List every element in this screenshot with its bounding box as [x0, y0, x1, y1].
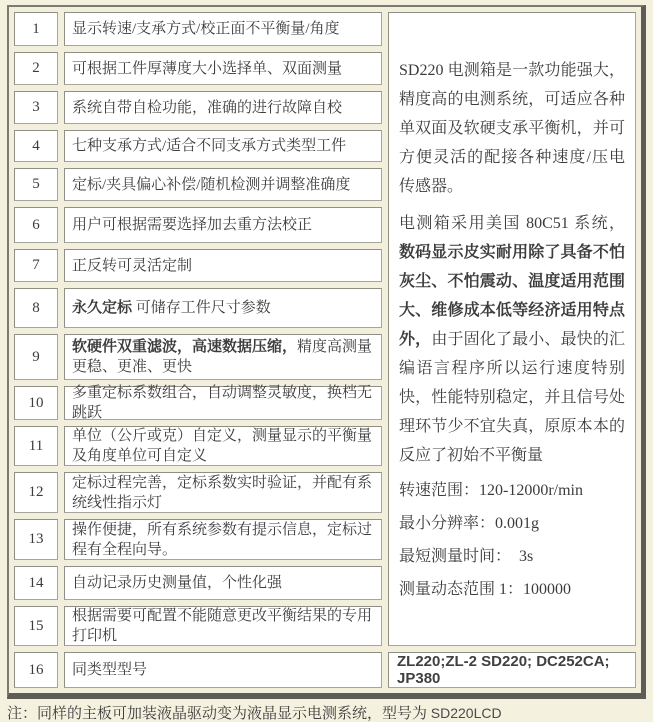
row-number: 13: [14, 519, 58, 560]
spec-min-time: 最短测量时间： 3s: [399, 548, 534, 565]
row-number: 5: [14, 168, 58, 201]
feature-row: [64, 52, 382, 85]
feature-text: 七种支承方式/适合不同支承方式类型工件: [72, 138, 347, 154]
similar-models-cell: [388, 652, 636, 688]
feature-row: [64, 91, 382, 124]
feature-text: 定标/夹具偏心补偿/随机检测并调整准确度: [72, 176, 351, 193]
row-number: 1: [14, 12, 58, 46]
row-number: 4: [14, 130, 58, 162]
feature-text: 永久定标 可储存工件尺寸参数: [72, 300, 271, 316]
footnote-text: 注：同样的主板可加装液晶驱动变为液晶显示电测系统，型号为: [7, 706, 431, 722]
feature-row: [64, 288, 382, 328]
footnote-model: SD220LCD: [430, 705, 502, 721]
feature-row: [64, 566, 382, 600]
feature-text: 软硬件双重滤波，高速数据压缩，精度高测量更稳、更准、更快: [72, 339, 373, 375]
spec-table: [7, 5, 646, 699]
feature-text: 显示转速/支承方式/校正面不平衡量/角度: [72, 21, 340, 37]
row-number: 7: [14, 249, 58, 282]
feature-text: 多重定标系数组合，自动调整灵敏度，换档无跳跃: [72, 385, 373, 421]
feature-text: 单位（公斤或克）自定义，测量显示的平衡量及角度单位可自定义: [72, 428, 373, 464]
similar-models-text: ZL220;ZL-2 SD220; DC252CA; JP380: [397, 653, 610, 687]
intro-paragraph: SD220 电测箱是一款功能强大，精度高的电测系统，可适应各种单双面及软硬支承平衡机，并可方便灵活的配接各种速度/压电传感器。: [399, 62, 625, 195]
row-number: 6: [14, 207, 58, 243]
spec-resolution: 最小分辨率：0.001g: [399, 515, 540, 532]
feature-text: 系统自带自检功能，准确的进行故障自校: [72, 99, 343, 116]
footnote: [7, 703, 646, 722]
spec-speed-range: 转速范围：120-12000r/min: [399, 482, 583, 499]
row-number: 3: [14, 91, 58, 124]
feature-text: 自动记录历史测量值，个性化强: [72, 575, 283, 591]
feature-text: 正反转可灵活定制: [72, 257, 193, 274]
feature-text: 用户可根据需要选择加去重方法校正: [72, 217, 313, 233]
feature-row: [64, 386, 382, 420]
spec-dynamic-range: 测量动态范围 1：100000: [399, 581, 572, 598]
row-number: 10: [14, 386, 58, 420]
row-number: 8: [14, 288, 58, 328]
system-paragraph: 电测箱采用美国 80C51 系统，数码显示皮实耐用除了具备不怕灰尘、不怕震动、温度适用范围大、维修成本低等经济适用特点外，由于固化了最小、最快的汇编语言程序所以运行速度特别快，性能特别稳定，并且信号处理环节少不宜失真，原原本本的反应了初始不平衡量: [399, 215, 625, 464]
feature-row: [64, 168, 382, 201]
row-number: 12: [14, 472, 58, 513]
row-number: 2: [14, 52, 58, 85]
row-number: 14: [14, 566, 58, 600]
feature-text: 操作便捷，所有系统参数有提示信息，定标过程有全程向导。: [72, 521, 373, 558]
row-number: 11: [14, 426, 58, 466]
feature-text: 可根据工件厚薄度大小选择单、双面测量: [72, 60, 343, 77]
feature-row: [64, 519, 382, 560]
feature-row: [64, 130, 382, 162]
feature-text: 同类型型号: [72, 662, 148, 678]
description-panel: [388, 12, 636, 646]
feature-row: [64, 652, 382, 688]
feature-row: [64, 207, 382, 243]
row-number: 16: [14, 652, 58, 688]
feature-row: [64, 249, 382, 282]
row-number: 15: [14, 606, 58, 646]
feature-row: [64, 426, 382, 466]
feature-text: 定标过程完善，定标系数实时验证，并配有系统线性指示灯: [72, 474, 373, 511]
feature-row: [64, 12, 382, 46]
feature-row: [64, 472, 382, 513]
feature-row: [64, 334, 382, 380]
row-number: 9: [14, 334, 58, 380]
feature-text: 根据需要可配置不能随意更改平衡结果的专用打印机: [72, 608, 373, 644]
feature-row: [64, 606, 382, 646]
